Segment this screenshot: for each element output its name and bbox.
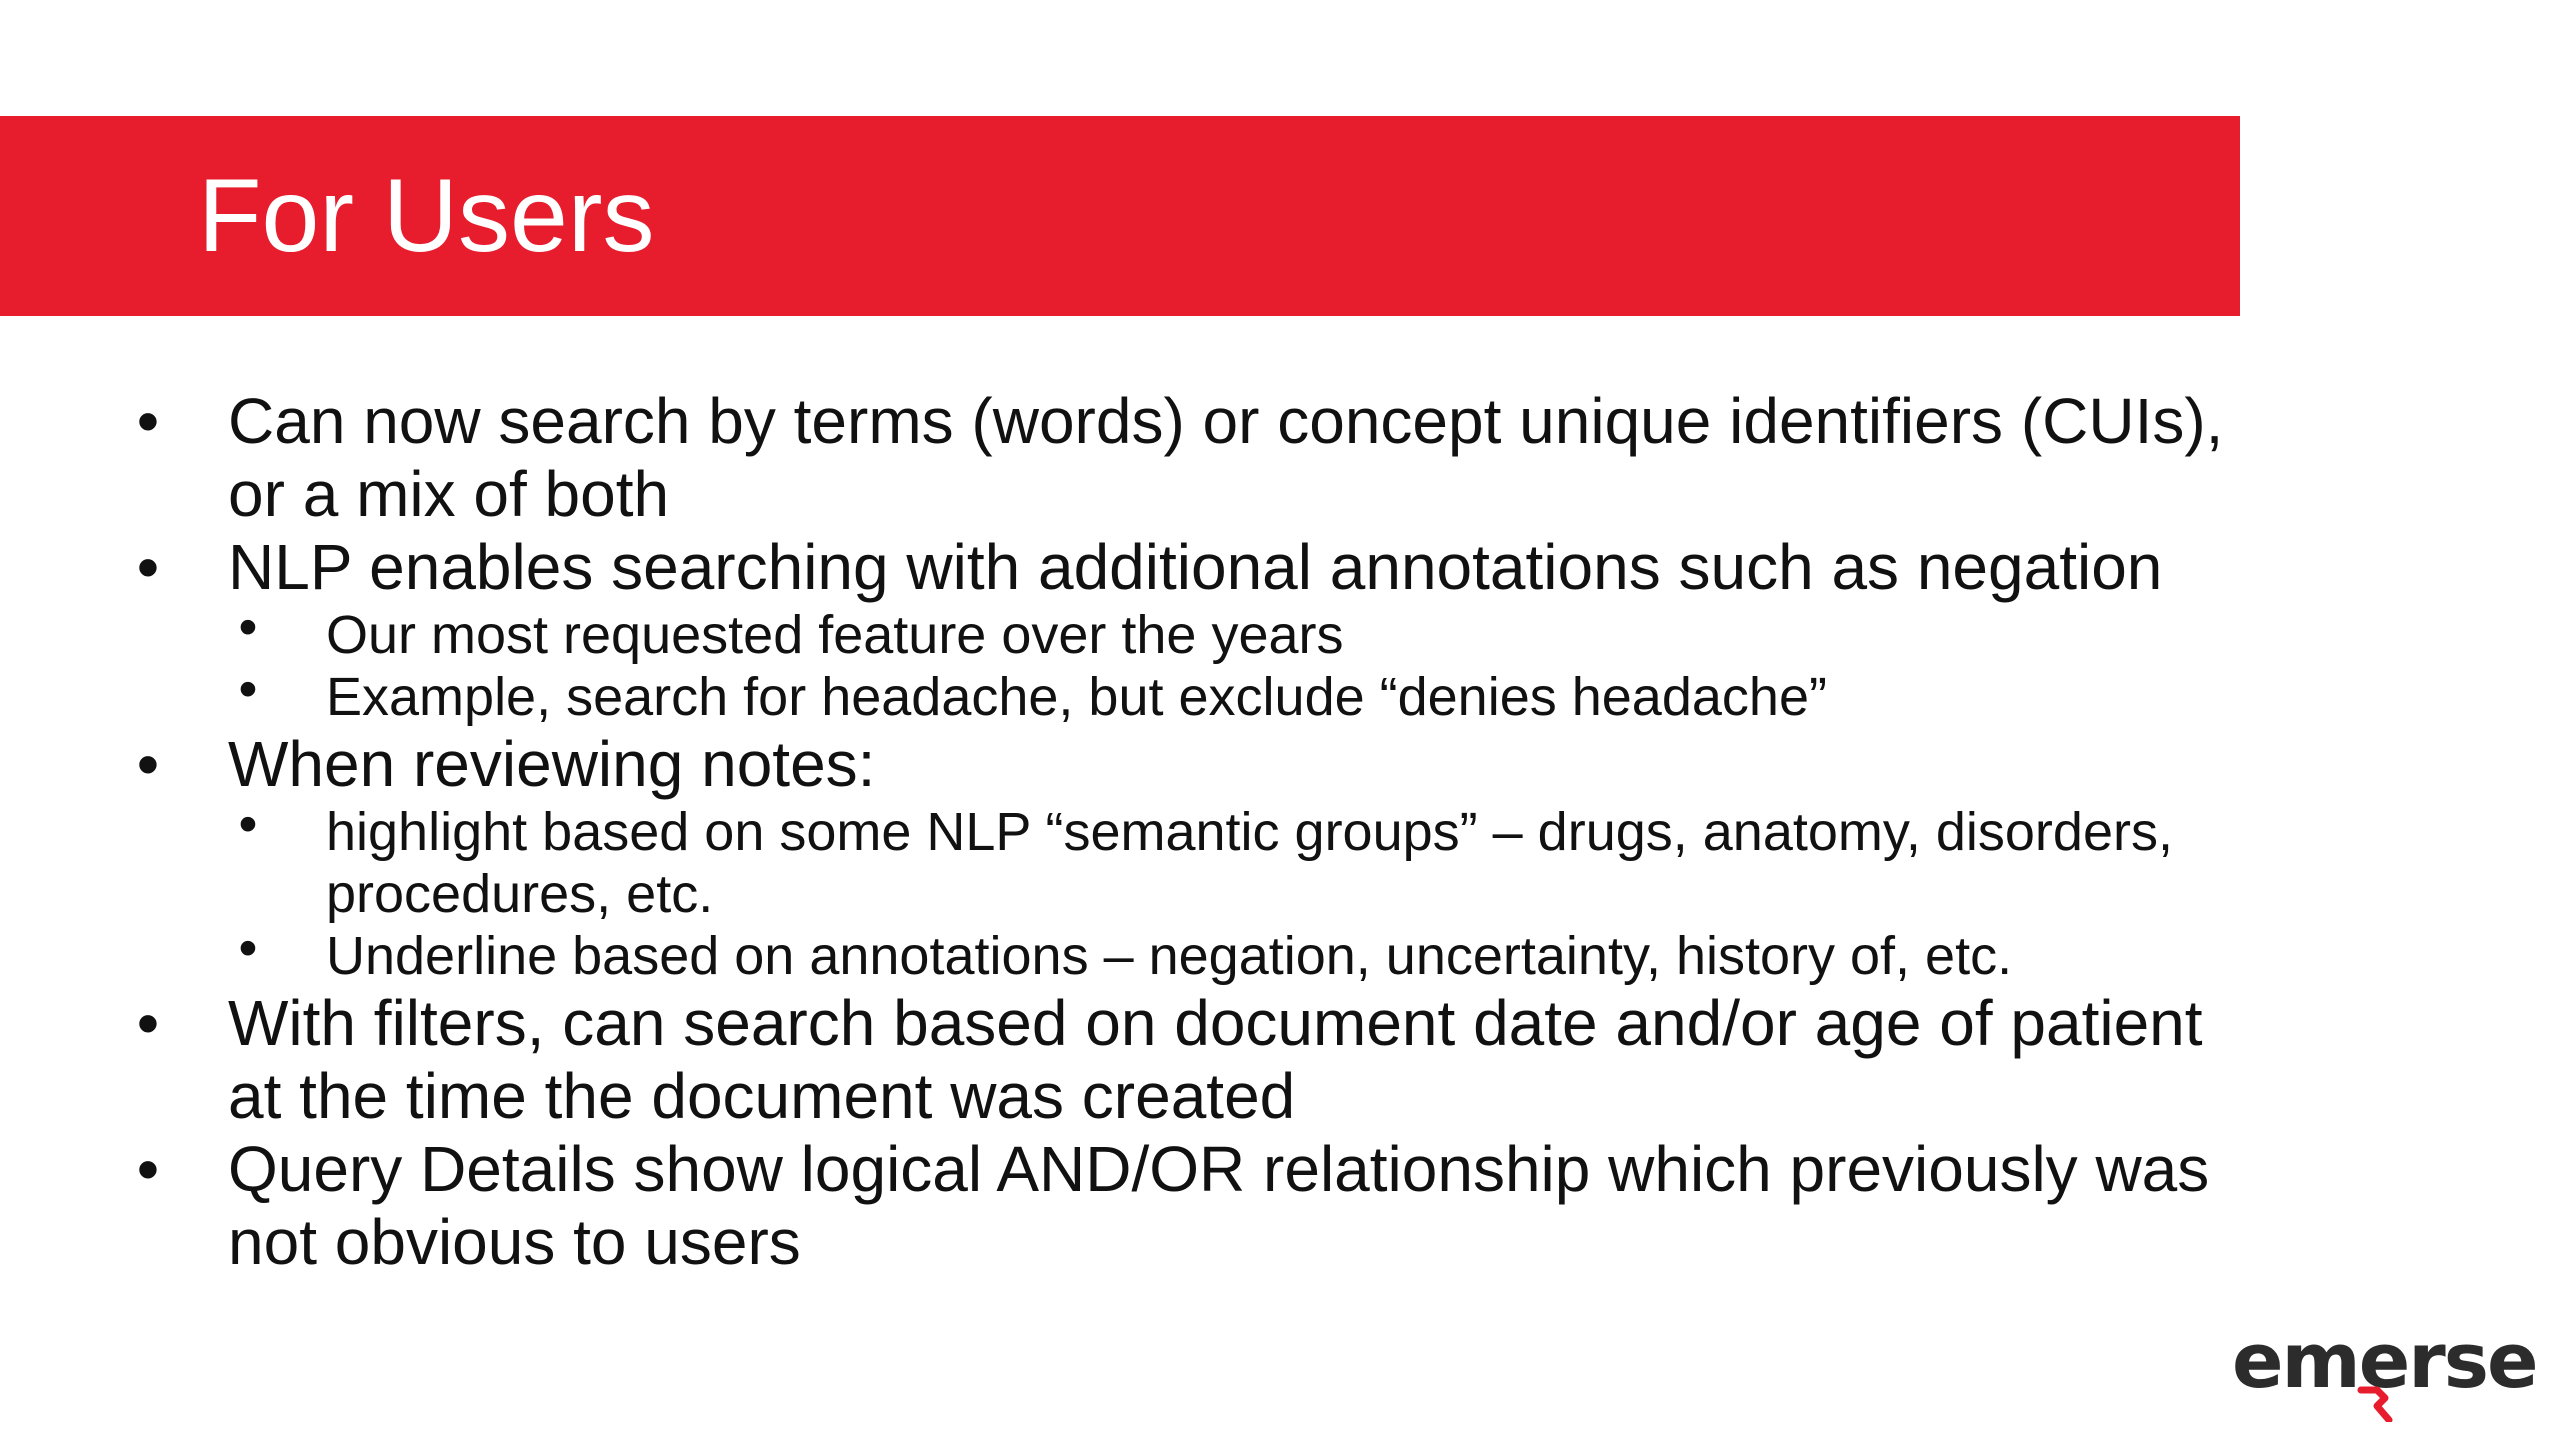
bullet-icon: • (136, 728, 160, 800)
bullet-text: NLP enables searching with additional annotations such as negation (228, 531, 2163, 603)
emerse-logo (2232, 1316, 2537, 1419)
bullet-text: With filters, can search based on document date and/or age of patient at the time the document was created (228, 987, 2203, 1132)
bullet-item (128, 531, 2238, 728)
sub-bullet-list (228, 597, 2238, 728)
bullet-item (128, 987, 2238, 1133)
logo-text: emerse (2232, 1316, 2537, 1405)
title-banner (0, 116, 2240, 316)
bullet-list (128, 385, 2238, 1279)
sub-bullet-item (228, 597, 2238, 666)
bullet-text: When reviewing notes: (228, 728, 876, 800)
sub-bullet-icon: • (238, 918, 258, 978)
bullet-text: Query Details show logical AND/OR relationship which previously was not obvious to users (228, 1133, 2210, 1278)
sub-bullet-text: Underline based on annotations – negation, uncertainty, history of, etc. (326, 926, 2013, 986)
bullet-item (128, 728, 2238, 987)
sub-bullet-text: Our most requested feature over the years (326, 605, 1344, 665)
bullet-icon: • (136, 1133, 160, 1205)
sub-bullet-icon: • (238, 794, 258, 854)
bullet-item (128, 385, 2238, 531)
sub-bullet-text: Example, search for headache, but exclude “denies headache” (326, 667, 1827, 727)
slide-title: For Users (198, 158, 655, 274)
slide-content (128, 385, 2238, 1279)
bullet-text: Can now search by terms (words) or concept unique identifiers (CUIs), or a mix of both (228, 385, 2224, 530)
sub-bullet-icon: • (238, 597, 258, 657)
bullet-icon: • (136, 987, 160, 1059)
bullet-icon: • (136, 385, 160, 457)
logo-accent-icon (2355, 1386, 2395, 1422)
sub-bullet-list (228, 794, 2238, 987)
bullet-item (128, 1133, 2238, 1279)
bullet-icon: • (136, 531, 160, 603)
sub-bullet-item (228, 794, 2238, 925)
sub-bullet-icon: • (238, 659, 258, 719)
sub-bullet-item (228, 659, 2238, 728)
sub-bullet-item (228, 918, 2238, 987)
sub-bullet-text: highlight based on some NLP “semantic groups” – drugs, anatomy, disorders, procedures, etc. (326, 802, 2173, 924)
